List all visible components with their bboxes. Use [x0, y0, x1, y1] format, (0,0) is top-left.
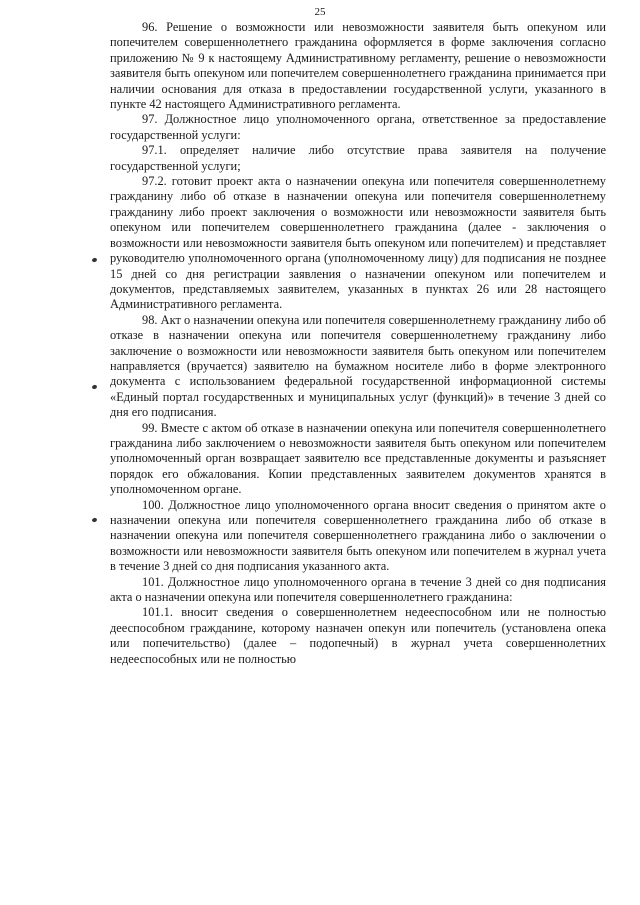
margin-mark — [91, 384, 97, 389]
paragraph-97: 97. Должностное лицо уполномоченного органа, ответственное за предоставление государственной услуги: — [110, 112, 606, 142]
paragraph-99: 99. Вместе с актом об отказе в назначении опекуна или попечителя совершеннолетнего гражданина либо заключением о невозможности заявителя быть опекуном или попечителем уполномоченный орган возвращает заявителю все представленные документы и разъясняет порядок его обжалования. Копии представленных заявителем документов хранятся в уполномоченном органе. — [110, 420, 606, 497]
paragraph-100: 100. Должностное лицо уполномоченного органа вносит сведения о принятом акте о назначении опекуна или попечителя совершеннолетнего гражданина либо об отказе в назначении опекуна или попечителя совершеннолетнего гражданина либо о заключении о возможности или невозможности заявителя быть опекуном или попечителем в журнал учета в течение 3 дней со дня подписания указанного акта. — [110, 497, 606, 574]
paragraph-101-1: 101.1. вносит сведения о совершеннолетнем недееспособном или не полностью дееспособном гражданине, которому назначен опекун или попечитель (установлена опека или попечительство) (далее – подопечный) в журнал учета совершеннолетних недееспособных или не полностью — [110, 605, 606, 666]
paragraph-101: 101. Должностное лицо уполномоченного органа в течение 3 дней со дня подписания акта о назначении опекуна или попечителя совершеннолетнего гражданина: — [110, 574, 606, 605]
margin-mark — [91, 517, 97, 522]
page-number: 25 — [314, 6, 326, 18]
paragraph-97-1: 97.1. определяет наличие либо отсутствие права заявителя на получение государственной услуги; — [110, 143, 606, 173]
document-body — [110, 20, 606, 667]
paragraph-97-2: 97.2. готовит проект акта о назначении опекуна или попечителя совершеннолетнему гражданину либо об отказе в назначении опекуна или попечителя совершеннолетнему гражданину либо проект заключения о возможности или невозможности заявителя быть опекуном или попечителем совершеннолетнего гражданина (далее - заключения о возможности или невозможности заявителя быть опекуном или попечителем) и представляет руководителю уполномоченного органа (уполномоченному лицу) для подписания не позднее 15 дней со дня регистрации заявления о назначении опекуном или попечителем и документов, представляемых заявителем, указанных в пунктах 26 или 28 настоящего Административного регламента. — [110, 174, 606, 312]
paragraph-98: 98. Акт о назначении опекуна или попечителя совершеннолетнему гражданину либо об отказе в назначении опекуна или попечителя совершеннолетнему гражданину либо заключение о возможности или невозможности заявителя быть опекуном или попечителем направляется (вручается) заявителю на бумажном носителе либо в форме электронного документа с использованием федеральной государственной информационной системы «Единый портал государственных и муниципальных услуг (функций)» в течение 3 дней со дня его подписания. — [110, 312, 606, 420]
margin-mark — [91, 257, 97, 262]
paragraph-96: 96. Решение о возможности или невозможности заявителя быть опекуном или попечителем совершеннолетнего гражданина оформляется в форме заключения согласно приложению № 9 к настоящему Административному регламенту, решение о невозможности заявителя быть опекуном или попечителем совершеннолетнего гражданина принимается при наличии основания для отказа в предоставлении государственной услуги, указанного в пункте 42 настоящего Административного регламента. — [110, 20, 606, 112]
